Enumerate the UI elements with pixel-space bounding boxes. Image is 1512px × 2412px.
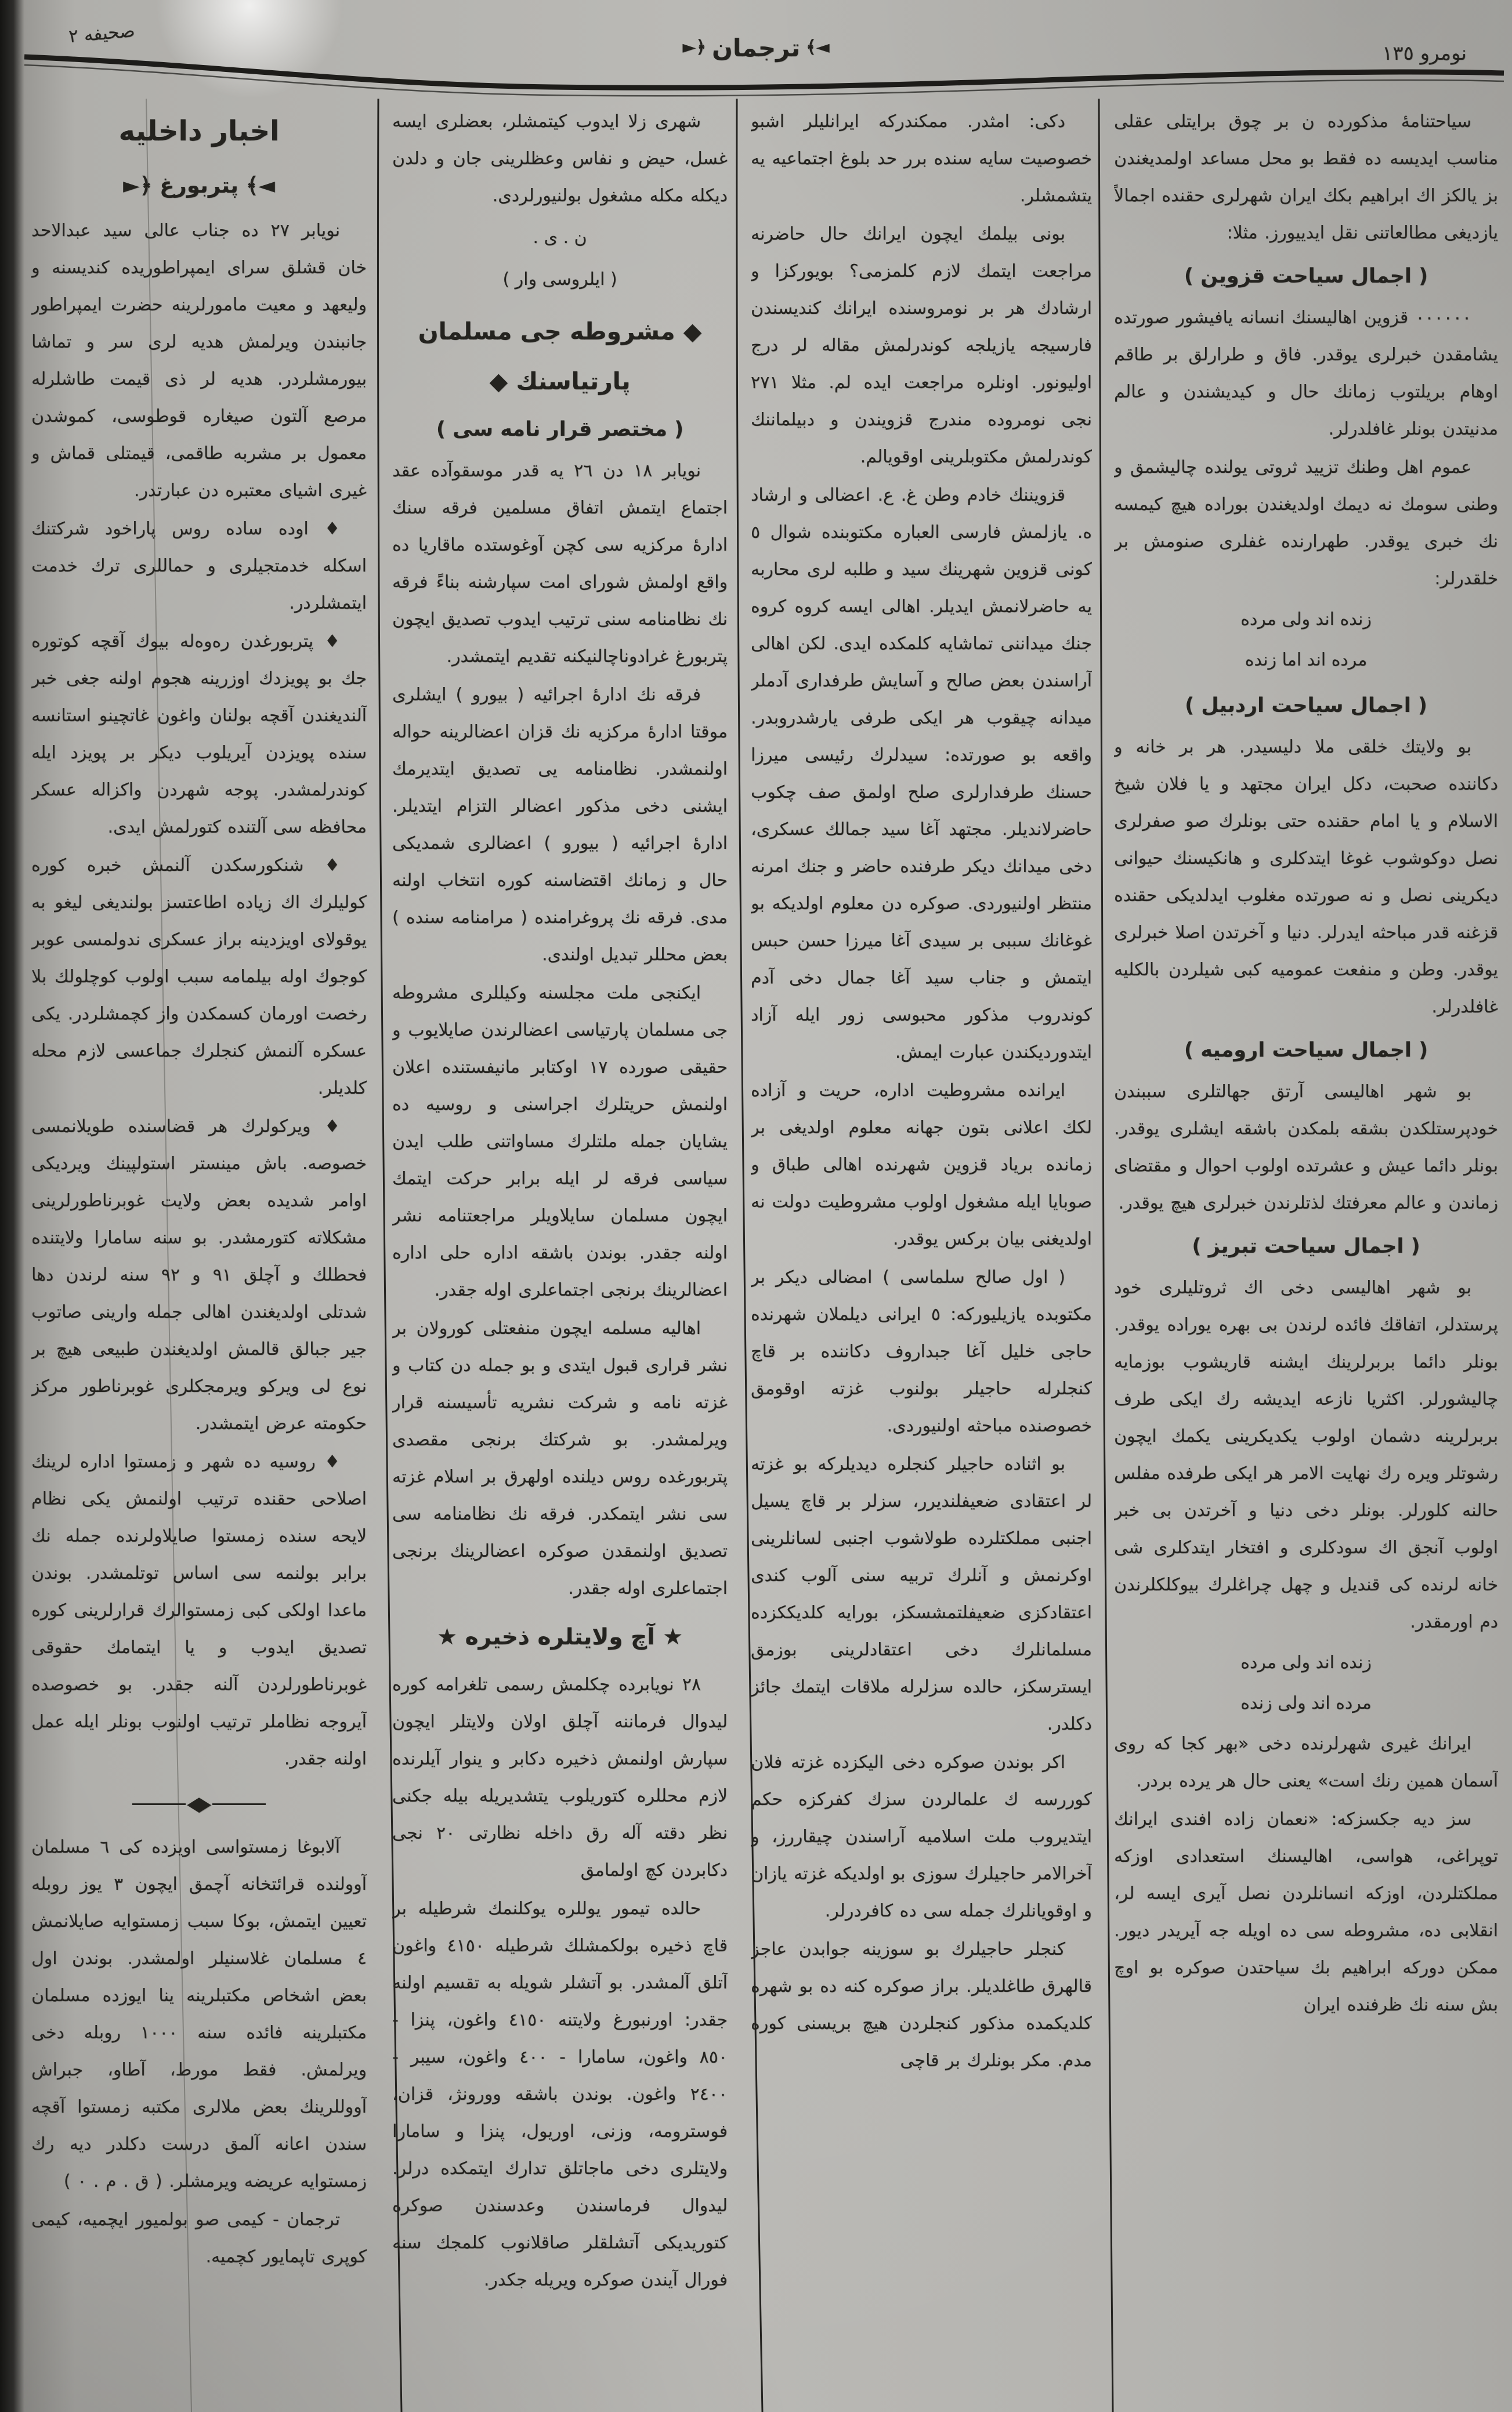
section-heading-ardabil: ( اجمال سياحت اردبيل ) xyxy=(1185,694,1427,717)
paragraph: ترجمان - كيمى صو بولميور ايچميه، كيمى كوپرى تاپمايور كچميه. xyxy=(31,2210,367,2267)
paragraph: نويابر ١٨ دن ٢٦ يه قدر موسقوآده عقد اجتماع ايتمش اتفاق مسلمين فرقه سنك ادارهٔ مركزيه سى كچن آوغوستده ماقاريا ده واقع اولمش شوراى امت سپارشنه بناءً فرقه نك نظامنامه سنى ترتيب ايدوب تصديق ايچون پتربورغ غرادوناچالنيكنه تقديم ايتمشدر. xyxy=(392,461,728,667)
issue-number-label: نومرو ١٣٥ xyxy=(1381,42,1467,65)
paragraph: آلابوغا زمستواسى اويزده كى ٦ مسلمان آوولنده قرائتخانه آچمق ايچون ٣ يوز روبله تعيين ايتمش، بوكا سبب زمستوايه صايلانمش ٤ مسلمان غلاسنيلر اولمشدر. بوندن اول بعض اشخاص مكتبلرينه ينا ايوزده مسلمان مكتبلرينه فائده سنه ١٠٠٠ روبله دخى ويرلمش. فقط مورط، آطاو، جبراش آووللرينك بعض ملالرى مكتبه زمستوا آقچه سندن اعانه آلمق درست دكلدر ديه رك زمستوايه عريضه ويرمشلر. ( ق . م . ٠ ) xyxy=(31,1837,367,2192)
continuation-note: ( ايلروسى وار ) xyxy=(502,269,617,290)
verse-line: مرده اند اما زنده xyxy=(1245,650,1368,670)
article-heading-party: ◆ مشروطه جى مسلمان پارتياسنك ◆ xyxy=(418,317,702,395)
page-binding-shadow xyxy=(0,0,24,2412)
newspaper-title: ترجمان xyxy=(712,34,800,62)
column-separator xyxy=(1099,99,1113,2412)
paragraph: ♦ ويركولرك هر قضاسنده طويلانمسى خصوصه. باش مينستر استولپينك ويرديكى اوامر شديده بعض ولايت غوبرناطورلرينى مشكلاته كتورمشدر. بو سنه سامارا ولايتنده فحطلك و آچلق ٩١ و ٩٢ سنه لرندن دها شدتلى اولديغندن اهالى جمله وارينى صاتوب جير جبالق قالمش اولديغندن طبيعى هيچ بر نوع لى ويركو ويرمجكلرى غوبرناطور مركز حكومته عرض ايتمشدر. xyxy=(31,1116,367,1434)
column-muslim-party-resolution xyxy=(392,103,728,2412)
paragraph: حالده تيمور يوللره يوكلنمك شرطيله بر قاچ ذخيره بولكمشلك شرطيله ٤١٥٠ واغون آتلق آلمشدر. بو آتشلر شويله به تقسيم اولنه جقدر: اورنبورغ ولايتنه ٤١٥٠ واغون، پنزا - ٨٥٠ واغون، سامارا - ٤٠٠ واغون، سيبر - ٢٤٠٠ واغون. بوندن باشقه وورونژ، قزان، فوسترومه، وزنى، اوريول، پنزا و سامارا ولايتلرى دخى ماجاتلق تدارك ايتمكده درلر. ليدوال فرماسندن وعدسندن صوكره كتوريديكى آتشلقلر صاقلانوب كلمجك سنه فورال آيندن صوكره ويريله جكدر. xyxy=(392,1898,728,2290)
paragraph: بو ولايتك خلقى ملا دليسيدر. هر بر خانه و دكاننده صحبت، دكل ايران مجتهد و يا فلان شيخ الاسلام و يا امام حقنده حتى بونلرك صو صفرلرى نصل دوكوشوب غوغا ايتدكلرى و هانكيسنك حيوانى ديكرينى نصل و نه صورتده مغلوب ايدلديكى حقنده قزغنه قدر مباحثه ايدرلر. دنيا و آخرتدن اصلا خبرلرى يوقدر. وطن و منفعت عموميه كبى شيلردن بالكليه غافلدرلر. xyxy=(1114,737,1498,1017)
paragraph: فرقه نك ادارهٔ اجرائيه ( بيورو ) ايشلرى موقتا ادارهٔ مركزيه نك قزان اعضالرينه حواله اولنمشدر. نظامنامه يى تصديق ايتديرمك ايشنى دخى مذكور اعضالر التزام ايتديلر. ادارهٔ اجرائيه ( بيورو ) اعضالرى شمديكى حال و زمانك اقتضاسنه كوره انتخاب اولنه مدى. فرقه نك پروغرامنده ( مرامنامه سنده ) بعض محللر تبديل اولندى. xyxy=(392,685,728,965)
paragraph: بو شهر اهاليسى آرتق جهالتلرى سببندن خودپرستلكدن بشقه بلمكدن باشقه ايشلرى يوقدر. بونلر دائما عيش و عشرتده اولوب احوال و مقتضاى زماندن و عالم معرفتك لذتلرندن خبرلرى هيچ يوقدر. xyxy=(1114,1082,1498,1213)
verse-line: زنده اند ولى مرده xyxy=(1240,1652,1372,1673)
paragraph: عموم اهل وطنك تزييد ثروتى يولنده چاليشمق و وطنى سومك نه ديمك اولديغندن بوراده هيچ كيمسه نك خبرى يوقدر. طهرارنده غفلرى صنومش بر خلقدرلر: xyxy=(1114,457,1498,589)
paragraph: كنجلر حاجيلرك بو سوزينه جوابدن عاجز قالهرق طاغلديلر. براز صوكره كنه ده بو شهره كلديكمده مذكور كنجلردن هيچ بريسنى كوره مدم. مكر بونلرك بر قاچى xyxy=(751,1939,1092,2071)
diamond-icon: ◆ xyxy=(187,1792,211,1816)
paragraph: ( اول صالح سلماسى ) امضالى ديكر بر مكتوبده يازيليوركه: ٥ ايرانى ديلملان شهرنده حاجى خليل آغا جبداروف دكاننده بر قاچ كنجلرله حاجيلر بولنوب غزته اوقومق خصوصنده مباحثه اولنيوردى. xyxy=(751,1267,1092,1436)
paragraph: اهاليه مسلمه ايچون منفعتلى كورولان بر نشر قرارى قبول ايتدى و بو جمله دن كتاب و غزته نامه و شركت نشريه تأسيسنه قرار ويرلمشدر. بو شركتك برنجى مقصدى پتربورغده روس ديلنده اولهرق بر اسلام غزته سى نشر ايتمكدر. فرقه نك نظامنامه سى تصديق اولنمقدن صوكره اعضالرينك برنجى اجتماعلرى اوله جقدر. xyxy=(392,1318,728,1599)
paragraph: ♦ شنكورسكدن آلنمش خبره كوره كوليلرك اك زياده اطاعتسز بولنديغى ليغو به يوقولای اويزدينه براز عسكرى ندولمسى عوبر كوجوك اوله بيلمامه سبب اولوب كوچلولك بلا رخصت اورمان كسمكدن واز كچمشلردر. يكى عسكره آلنمش كنجلرك جماعسى لازم محله كلديلر. xyxy=(31,855,367,1098)
paragraph: ♦ روسيه ده شهر و زمستوا اداره لرينك اصلاحى حقنده ترتيب اولنمش يكى نظام لايحه سنده زمستوا صايلاولرنده جمله نك برابر بولنمه سى اساس توتلمشدر. بوندن ماعدا اولكى كبى زمستوالرك قرارلرينى كوره تصديق ايدوب و يا ايتمامك حقوقى غوبرناطورلردن آلنه جقدر. بو خصوصده آيروجه نظاملر ترتيب اولنوب بونلر ايله عمل اولنه جقدر. xyxy=(31,1452,367,1769)
paragraph: بو اثناده حاجيلر كنجلره ديديلركه بو غزته لر اعتقادى ضعيفلنديرر، سزلر بر قاچ يسيل اجنبى مملكتلرده طولاشوب اجنبى لسانلرينى اوكرنمش و آنلرك تربيه سنى آلوب كندى اعتقادكزى ضعيفلتمشسكز، بورايه كلديككزده مسلمانلرك دخى اعتقادلرينى بوزمق ايسترسكز، حالده سزلرله ملاقات ايتمك جائز دكلدر. xyxy=(751,1454,1092,1734)
section-heading-qazvin: ( اجمال سياحت قزوين ) xyxy=(1184,265,1428,288)
paragraph: دكى: امثدر. ممكندركه ايرانليلر اشبو خصوصيت سايه سنده برر حد بلوغ اجتماعيه يه يتشمشلر. xyxy=(751,111,1092,206)
section-heading-tabriz: ( اجمال سياحت تبريز ) xyxy=(1192,1235,1420,1258)
verse-line: مرده اند ولى زنده xyxy=(1240,1693,1372,1713)
paragraph: اكر بوندن صوكره دخى اليكزده غزته فلان كوررسه ك علمالردن سزك كفركزه حكم ايتديروب ملت اسلاميه آراسندن چيقاررز، و آخرالامر حاجيلرك سوزى بو اولديكه غزته يازان و اوقويانلرك جمله سى ده كافردرلر. xyxy=(751,1752,1092,1921)
paragraph: شهرى زلا ايدوب كيتمشلر، بعضلرى ايسه غسل، حيض و نفاس وعظلرينى جان و دلدن ديكله مكله مشغول بولنيورلردى. xyxy=(392,111,728,206)
column-heading-domestic-news: اخبار داخليه xyxy=(118,115,280,147)
section-heading-urmia: ( اجمال سياحت اروميه ) xyxy=(1184,1039,1428,1062)
paragraph: بو شهر اهاليسى دخى اك ثروتليلرى خود پرستدلر، اتفاقك فائده لرندن بى بهره يوراده يوقدر. بونلر دائما بربرلرينك ايشنه قاريشوب بوزمايه چاليشورلر. اكثريا نازعه ايديشه رك ايكى طرف بربرلرينه دشمان اولوب يكديكرينى يكمك ايچون رشوتلر ويره رك نهايت الامر هر ايكى طرفده مفلس حالنه كلورلر. بونلر دخى دنيا و آخرتدن بى خبر اولوب آنجق اك سودكلرى و افتخار ايتدكلرى شى خانه لرنده كى قنديل و چهل چراغلرك بيوكلكلرندن دم اورمقدر. xyxy=(1114,1278,1498,1632)
verse-line: زنده اند ولى مرده xyxy=(1240,609,1372,630)
masthead-fleuron-left-icon: ﴿► xyxy=(682,37,707,57)
signature: ن . ى . xyxy=(533,227,587,248)
page-header xyxy=(0,0,1512,99)
paragraph: ♦ اوده ساده روس پاراخود شركتنك اسكله خدمتجيلرى و حماللرى ترك خدمت ايتمشلردر. xyxy=(31,519,367,613)
dateline-petersburg: ◄﴾ پتربورغ ﴿► xyxy=(123,173,275,198)
paragraph: ايكنجى ملت مجلسنه وكيللرى مشروطه جى مسلمان پارتياسى اعضالرندن صايلايوب و حقيقى صورده ١٧ اوكتابر مانيفستنده اعلان اولنمش حريتلرك اجراسنى و روسيه ده يشايان جمله ملتلرك مساواتنى طلب ايدن سياسى فرقه لر ايله برابر حركت ايتمك ايچون مسلمان سايلاويلر مراجعتنامه نشر اولنه جقدر. بوندن باشقه اداره حلى اداره اعضالرينك برنجى اجتماعلرى اوله جقدر. xyxy=(392,983,728,1300)
paragraph: سياحتنامهٔ مذكورده ن بر چوق برايتلى عقلى مناسب ايديسه ده فقط بو محل مساعد اولمديغندن بز يالكز اك ابراهيم بكك ايران شهرلرى حقنده اجمالاً يازديغى مطالعاتنى نقل ايدييورز. مثلا: xyxy=(1114,111,1498,243)
paragraph: ٢٨ نويابرده چكلمش رسمى تلغرامه كوره ليدوال فرماننه آچلق اولان ولايتلر ايچون سپارش اولنمش ذخيره دكابر و ينوار آيلرنده لازم محللره كتوريلوب يتشديريله بيله جكنى نظر دقته آله رق داخله نظارتى ٢٠ نجى دكابردن كچ اولمامق xyxy=(392,1675,728,1881)
paragraph: ايرانك غيرى شهرلرنده دخى «بهر كجا كه روى آسمان همين رنك است» يعنى حال هر يرده بردر. xyxy=(1114,1734,1498,1791)
paragraph: ايرانده مشروطيت اداره، حريت و آزاده لكك اعلانى بتون جهانه معلوم اولديغى بر زمانده برياد قزوين شهرنده اهالى طباق و صوبايا ايله مشغول اولوب مشروطيت دولت نه اولديغنى بيان بركس يوقدر. xyxy=(751,1080,1092,1249)
paragraph: بونى بيلمك ايچون ايرانك حال حاضرنه مراجعت ايتمك لازم كلمزمى؟ بويوركزا و ارشادك هر بر نومروسنده ايرانك كنديسندن فارسيجه يازيلجه كوندرلمش مقاله لر درج اولیونور. اونلره مراجعت ايده لم. مثلا ٢٧١ نجى نومروده مندرج قزويندن و دبيلماننك كوندرلمش مكتوبلرينى اوقويالم. xyxy=(751,224,1092,467)
paragraph: ٠٠٠٠٠٠ قزوين اهاليسنك انسانه يافيشور صورتده يشامقدن خبرلرى يوقدر. فاق و طرارلق بر طاقم اوهام بريلتوب زمانك حال و كيديشندن و عالم مدنيتدن بونلر غافلدرلر. xyxy=(1114,308,1498,439)
article-heading-zahire: ★ آچ ولايتلره ذخيره ★ xyxy=(436,1624,683,1650)
section-divider xyxy=(31,1779,367,1829)
paragraph: سز ديه جكسزكه: «نعمان زاده افندى ايرانك توپراغى، هواسى، اهاليسنك استعدادى اوزكه مملكتلردن، اوزكه انسانلردن نصل آيرى ايسه لر، انقلابى ده، مشروطه سى ده اويله جه آيريدر ديور. ممكن دوركه ابراهيم بك سياحتدن صوكره بو اوچ بش سنه نك ظرفنده ايران xyxy=(1114,1809,1498,2015)
masthead-fleuron-right-icon: ◄﴾ xyxy=(805,37,830,57)
page-number-label: صحيفه ٢ xyxy=(67,20,136,47)
masthead xyxy=(0,34,1512,62)
paragraph: نويابر ٢٧ ده جناب عالى سيد عبدالاحد خان قشلق سراى ايمپراطوريده كنديسنه و وليعهد و معيت مامورلرينه حضرت ايمپراطور جانبندن ويرلمش هديه لرى سر و تماشا بيورمشلردر. هديه لر ذى قيمت طاشلرله مرصع آلتون صيغاره قوطوسى، كموشدن معمول بر مشربه طاقمى، قيمتلى قماش و غيرى اشياى معتبره دن عبارتدر. xyxy=(31,220,367,501)
column-iran-letters xyxy=(751,103,1092,2412)
paragraph: قزويننك خادم وطن غ. ع. اعضالى و ارشاد ه. يازلمش فارسى العباره مكتوبنده شوال ٥ كونى قزوين شهرينك سيد و طلبه لرى محاربه يه حاضرلانمش ايديلر. اهالى ايسه كروه كروه جنك ميداننى تماشايه كلمكده ايدى. لكن اهالى آراسندن بعض صالح و آسايش طرفدارى آدملر ميدانه چيقوب هر ايكى طرفى يارشدروبدر. واقعه بو صورتده: سيدلرك رئيسى ميرزا حسنك طرفدارلرى صلح اولمق صف چكوب حاضرلانديلر. مجتهد آغا سيد جمالك عسكرى، دخى ميدانك ديكر طرفنده حاضر و جنك امرنه منتظر اولنيوردى. صوكره دن معلوم اولديكه بو غوغانك سببى بر سيدى آغا ميرزا حسن حبس ايتمش و جناب سيد آغا جمال دخى آدم كوندروب مذكور محبوسى زور ايله آزاد ايتدورديكندن عبارت ايمش. xyxy=(751,485,1092,1062)
column-domestic-news xyxy=(31,103,367,2412)
paragraph: ♦ پتربورغدن رەوەله بيوك آقچه كوتوره جك بو پويزدك اوزرينه هجوم اولنه جغى خبر آلنديغندن آقچه بولنان واغون غاتچينو استانسه سنده پويزدن آيريلوب ديكر بر پويزد ايله كوندرلمشدر. پوجه شهردن واكزاله عسكر محافظه سى آلتنده كتورلمش ايدى. xyxy=(31,631,367,837)
article-subheading-party: ( مختصر قرار نامه سى ) xyxy=(436,418,684,441)
column-travel-iran xyxy=(1114,103,1498,2412)
